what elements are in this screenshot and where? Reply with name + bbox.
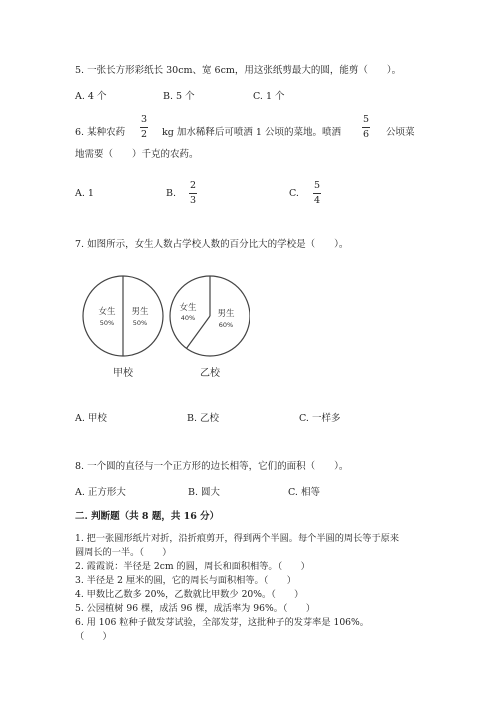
q7-option-a: A. 甲校 [75, 413, 107, 424]
q6-fraction-1 [140, 114, 148, 141]
q6-stem-part1: 6. 某种农药 [75, 127, 126, 138]
q6-fraction-2-numerator: 5 [362, 114, 370, 125]
school1-name: 甲校 [113, 368, 133, 379]
q7-pie-figure [70, 270, 250, 390]
q6-option-b-fraction [189, 180, 197, 207]
q6-fraction-2-denominator: 6 [362, 129, 370, 140]
q6-option-b-label: B. [166, 188, 177, 199]
q6-stem-line2: 地需要（ ）千克的农药。 [75, 149, 199, 160]
judge-item-2: 2. 霞霞说：半径是 2cm 的圆，周长和面积相等。（ ） [75, 561, 310, 572]
q8-stem: 8. 一个圆的直径与一个正方形的边长相等，它们的面积（ ）。 [75, 461, 349, 472]
school2-name: 乙校 [200, 368, 220, 379]
q8-option-b: B. 圆大 [188, 487, 221, 498]
q7-stem: 7. 如图所示，女生人数占学校人数的百分比大的学校是（ ）。 [75, 239, 349, 250]
fraction-bar [189, 193, 197, 194]
judge-item-6-bracket: （ ） [75, 631, 112, 642]
school2-boys-label: 男生 [217, 309, 235, 319]
q5-option-b: B. 5 个 [163, 91, 195, 102]
school2-girls-pct: 40% [180, 314, 196, 322]
judge-item-5: 5. 公园植树 96 棵，成活 96 棵，成活率为 96%。（ ） [75, 603, 316, 614]
q8-option-a: A. 正方形大 [75, 487, 126, 498]
q7-option-b: B. 乙校 [187, 413, 220, 424]
denominator: 4 [313, 195, 321, 206]
fraction-bar [313, 193, 321, 194]
q5-option-c: C. 1 个 [253, 91, 285, 102]
fraction-bar [362, 127, 370, 128]
judge-item-1-line1: 1. 把一张圆形纸片对折，沿折痕剪开，得到两个半圆。每个半圆的周长等于原来 [75, 533, 400, 544]
q6-option-a: A. 1 [75, 188, 94, 199]
denominator: 3 [189, 195, 197, 206]
q6-stem-part2: kg 加水稀释后可喷洒 1 公顷的菜地。喷洒 [162, 127, 341, 138]
school1-boys-pct: 50% [132, 319, 148, 327]
judge-item-6: 6. 用 106 粒种子做发芽试验，全部发芽，这批种子的发芽率是 106%。 [75, 617, 369, 628]
school2-girls-label: 女生 [179, 303, 197, 313]
school1-girls-pct: 50% [99, 319, 115, 327]
q6-stem-part3: 公顷菜 [386, 127, 415, 138]
school1-girls-label: 女生 [98, 307, 116, 317]
q6-fraction-2 [362, 114, 370, 141]
q8-option-c: C. 相等 [288, 487, 320, 498]
q6-option-c-fraction [313, 180, 321, 207]
numerator: 2 [189, 180, 197, 191]
q6-fraction-1-denominator: 2 [140, 129, 148, 140]
judge-item-3: 3. 半径是 2 厘米的圆，它的周长与面积相等。（ ） [75, 575, 296, 586]
school2-boys-pct: 60% [218, 321, 234, 329]
q6-fraction-1-numerator: 3 [140, 114, 148, 125]
section2-title: 二. 判断题（共 8 题，共 16 分） [75, 511, 220, 522]
q5-stem: 5. 一张长方形彩纸长 30cm、宽 6cm，用这张纸剪最大的圆，能剪（ ）。 [75, 65, 402, 76]
q6-option-c-label: C. [289, 188, 299, 199]
fraction-bar [140, 127, 148, 128]
judge-item-4: 4. 甲数比乙数多 20%，乙数就比甲数少 20%。（ ） [75, 589, 304, 600]
q5-option-a: A. 4 个 [75, 91, 107, 102]
judge-item-1-line2: 圆周长的一半。（ ） [75, 547, 172, 558]
numerator: 5 [313, 180, 321, 191]
school1-boys-label: 男生 [131, 307, 149, 317]
q7-option-c: C. 一样多 [299, 413, 341, 424]
